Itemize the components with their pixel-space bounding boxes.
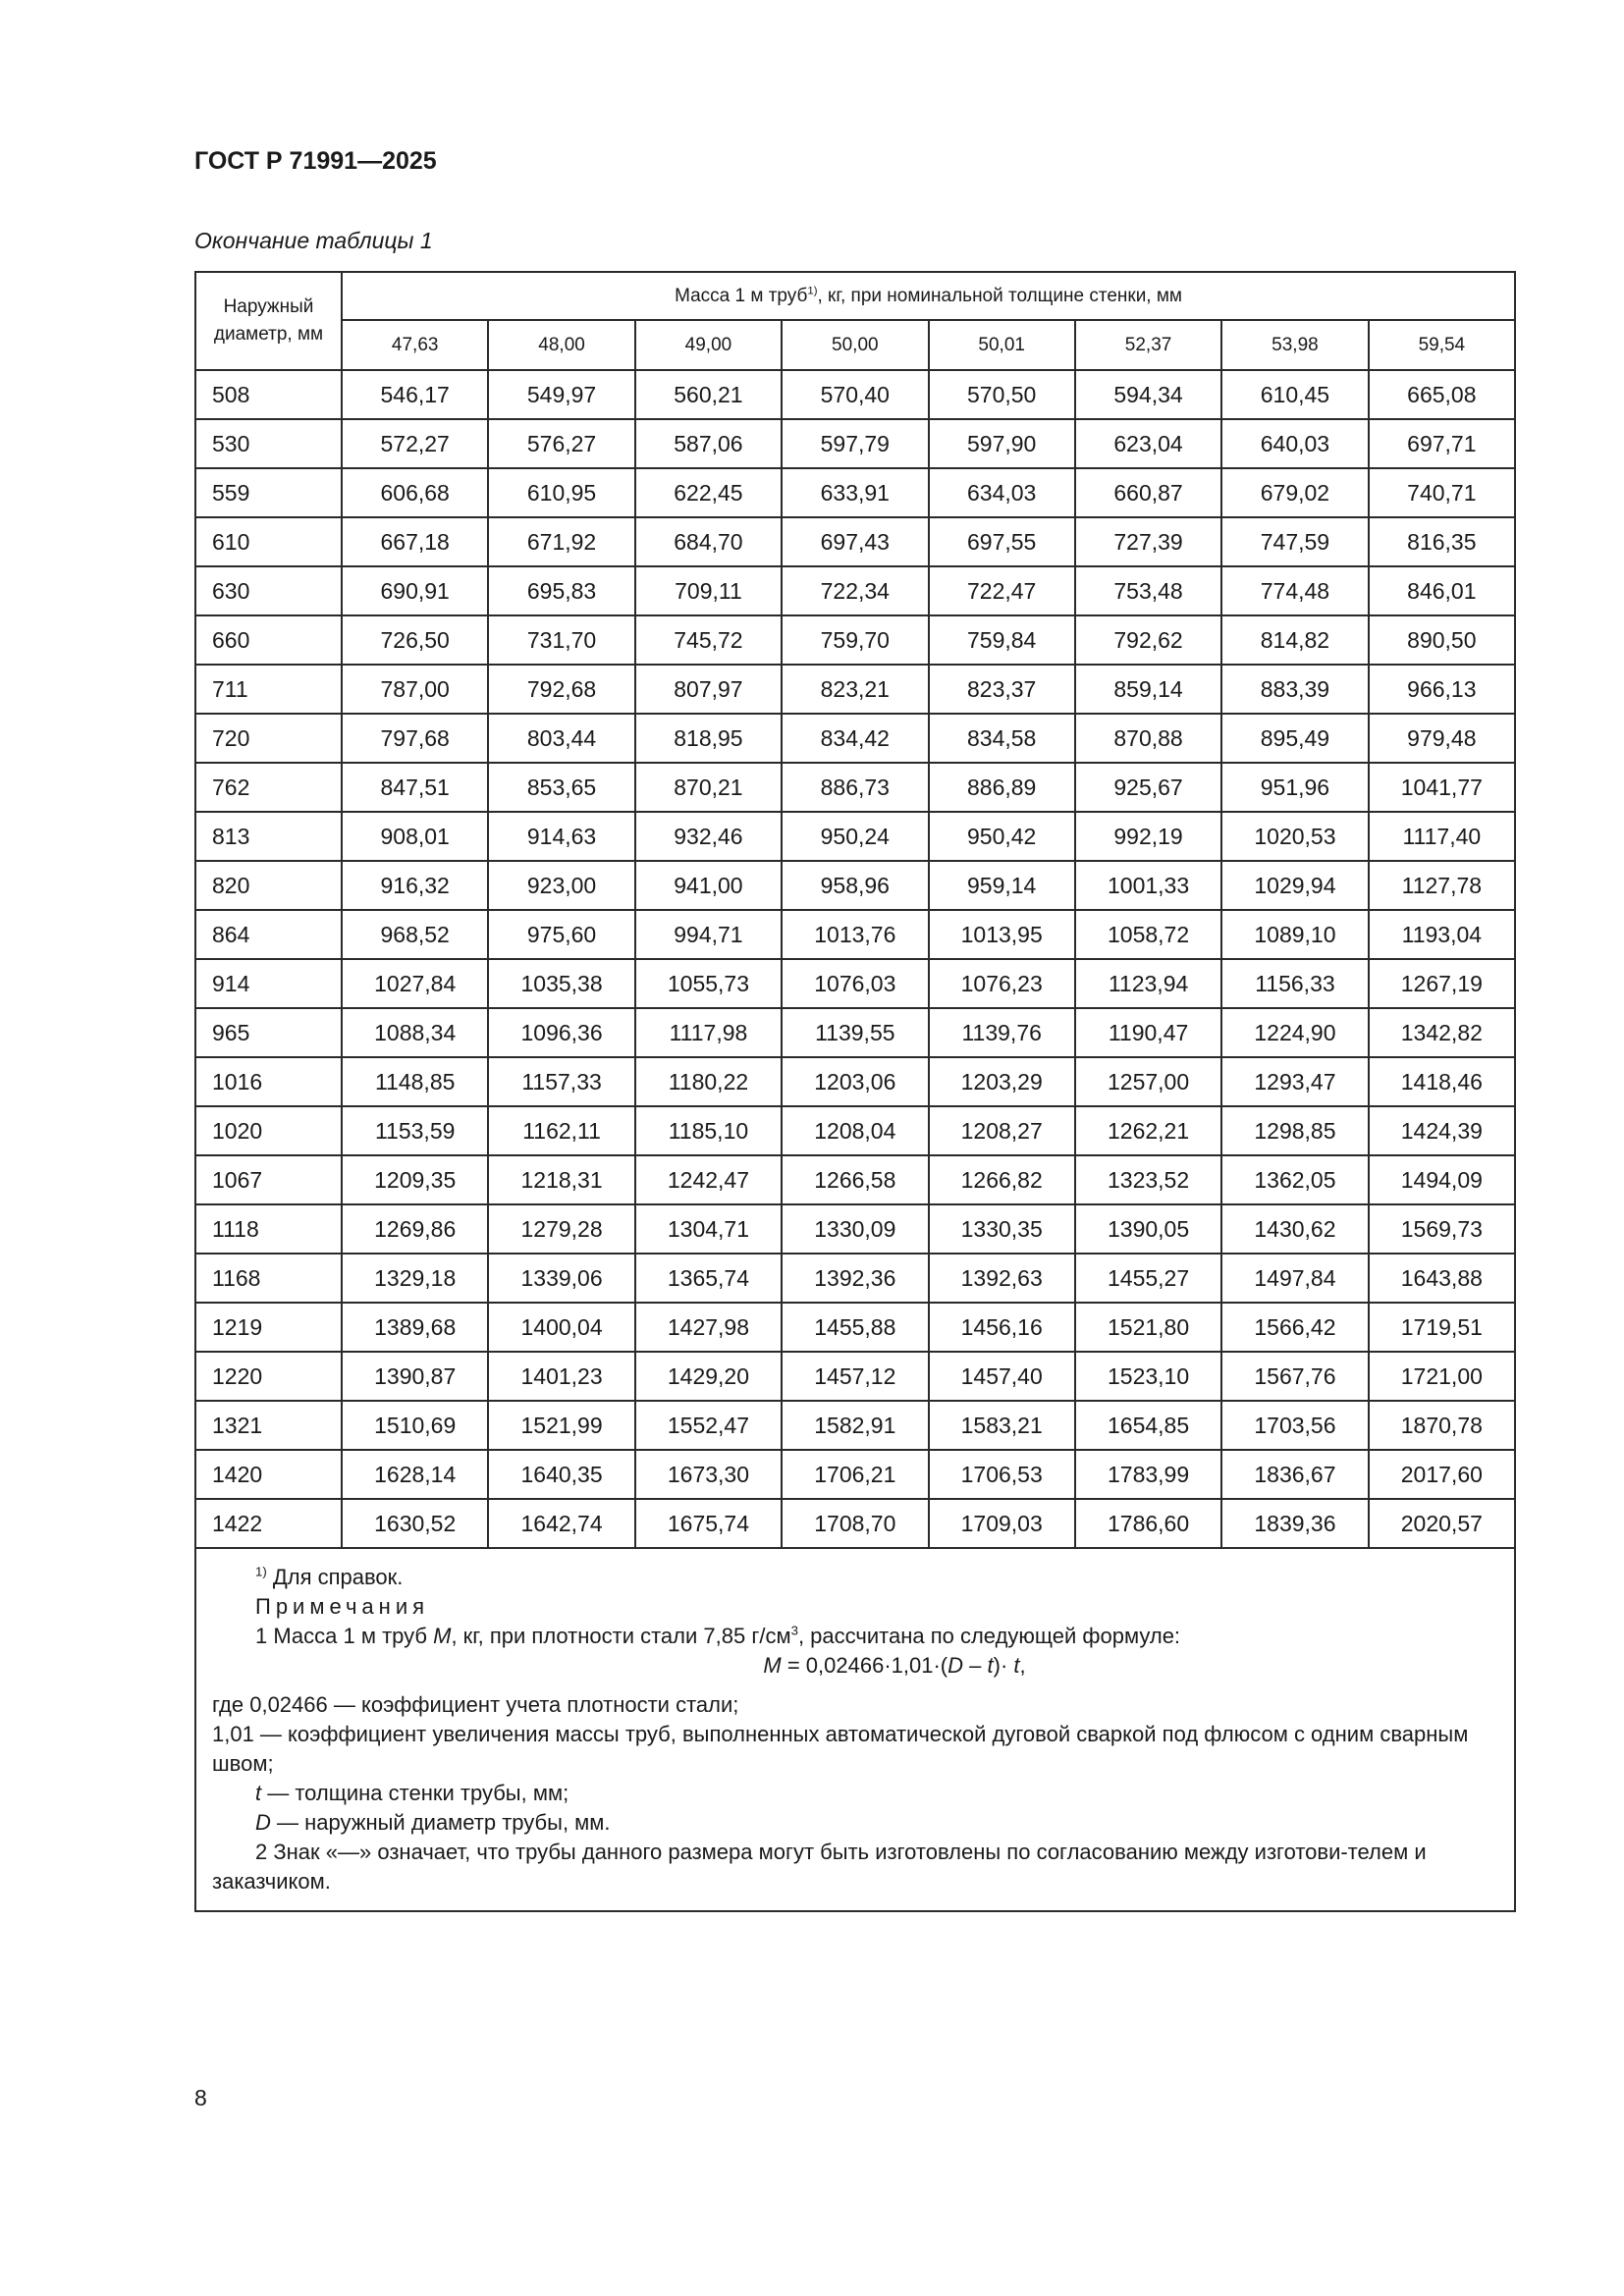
mass-cell: 594,34 [1075, 370, 1221, 419]
footnote-text: Для справок. [266, 1565, 404, 1589]
mass-cell: 890,50 [1369, 615, 1515, 665]
mass-cell: 1193,04 [1369, 910, 1515, 959]
table-row [195, 1155, 1515, 1204]
table-row [195, 1254, 1515, 1303]
mass-cell: 1058,72 [1075, 910, 1221, 959]
mass-cell: 690,91 [342, 566, 488, 615]
formula-part-a: = 0,02466·1,01·( [781, 1653, 948, 1678]
mass-cell: 726,50 [342, 615, 488, 665]
diameter-cell: 1420 [195, 1450, 342, 1499]
diameter-cell: 1422 [195, 1499, 342, 1548]
mass-cell: 1389,68 [342, 1303, 488, 1352]
mass-cell: 1521,99 [488, 1401, 634, 1450]
mass-cell: 740,71 [1369, 468, 1515, 517]
note-t-var: t [255, 1781, 262, 1805]
mass-cell: 1339,06 [488, 1254, 634, 1303]
mass-cell: 679,02 [1221, 468, 1368, 517]
mass-cell: 923,00 [488, 861, 634, 910]
mass-cell: 1566,42 [1221, 1303, 1368, 1352]
mass-cell: 823,37 [929, 665, 1075, 714]
mass-cell: 634,03 [929, 468, 1075, 517]
mass-cell: 745,72 [635, 615, 782, 665]
mass-cell: 1429,20 [635, 1352, 782, 1401]
table-row [195, 959, 1515, 1008]
diameter-cell: 762 [195, 763, 342, 812]
mass-cell: 1257,00 [1075, 1057, 1221, 1106]
mass-cell: 1203,06 [782, 1057, 928, 1106]
table-row [195, 615, 1515, 665]
diameter-cell: 711 [195, 665, 342, 714]
mass-cell: 731,70 [488, 615, 634, 665]
table-row [195, 419, 1515, 468]
mass-cell: 727,39 [1075, 517, 1221, 566]
mass-cell: 1242,47 [635, 1155, 782, 1204]
mass-cell: 697,71 [1369, 419, 1515, 468]
mass-cell: 1262,21 [1075, 1106, 1221, 1155]
mass-cell: 1455,88 [782, 1303, 928, 1352]
table-row [195, 517, 1515, 566]
note-d-var: D [255, 1810, 271, 1835]
mass-cell: 1076,23 [929, 959, 1075, 1008]
mass-cell: 1180,22 [635, 1057, 782, 1106]
mass-group-header-pre: Масса 1 м труб [675, 285, 808, 306]
mass-cell: 1330,09 [782, 1204, 928, 1254]
mass-cell: 886,73 [782, 763, 928, 812]
mass-cell: 560,21 [635, 370, 782, 419]
mass-cell: 610,95 [488, 468, 634, 517]
mass-cell: 818,95 [635, 714, 782, 763]
mass-cell: 1430,62 [1221, 1204, 1368, 1254]
mass-cell: 814,82 [1221, 615, 1368, 665]
table-row [195, 714, 1515, 763]
mass-cell: 606,68 [342, 468, 488, 517]
mass-cell: 1628,14 [342, 1450, 488, 1499]
mass-cell: 834,58 [929, 714, 1075, 763]
mass-cell: 1675,74 [635, 1499, 782, 1548]
diameter-cell: 1020 [195, 1106, 342, 1155]
mass-cell: 665,08 [1369, 370, 1515, 419]
mass-cell: 1148,85 [342, 1057, 488, 1106]
mass-group-header-post: , кг, при номинальной толщине стенки, мм [817, 285, 1182, 306]
mass-cell: 1630,52 [342, 1499, 488, 1548]
mass-cell: 916,32 [342, 861, 488, 910]
mass-cell: 1456,16 [929, 1303, 1075, 1352]
thickness-header-cell: 52,37 [1075, 320, 1221, 370]
mass-cell: 1089,10 [1221, 910, 1368, 959]
mass-cell: 859,14 [1075, 665, 1221, 714]
table-row [195, 861, 1515, 910]
outer-diameter-header-line2: диаметр, мм [213, 324, 324, 345]
mass-cell: 1494,09 [1369, 1155, 1515, 1204]
mass-footnote-marker: 1) [807, 285, 818, 297]
mass-formula [212, 1651, 1498, 1681]
mass-cell: 1208,04 [782, 1106, 928, 1155]
diameter-cell: 1220 [195, 1352, 342, 1401]
table-row [195, 812, 1515, 861]
note-1-sup: 3 [790, 1623, 798, 1638]
mass-cell: 1027,84 [342, 959, 488, 1008]
mass-cell: 1224,90 [1221, 1008, 1368, 1057]
mass-cell: 895,49 [1221, 714, 1368, 763]
mass-cell: 1362,05 [1221, 1155, 1368, 1204]
mass-cell: 1218,31 [488, 1155, 634, 1204]
mass-cell: 1342,82 [1369, 1008, 1515, 1057]
mass-cell: 966,13 [1369, 665, 1515, 714]
mass-cell: 979,48 [1369, 714, 1515, 763]
mass-cell: 787,00 [342, 665, 488, 714]
mass-cell: 1329,18 [342, 1254, 488, 1303]
note-t-text: — толщина стенки трубы, мм; [261, 1781, 569, 1805]
mass-cell: 1203,29 [929, 1057, 1075, 1106]
mass-cell: 1424,39 [1369, 1106, 1515, 1155]
mass-cell: 1569,73 [1369, 1204, 1515, 1254]
formula-d: D [947, 1653, 964, 1678]
table-body [195, 370, 1515, 1548]
mass-cell: 1567,76 [1221, 1352, 1368, 1401]
diameter-cell: 530 [195, 419, 342, 468]
note-t [212, 1779, 1498, 1808]
mass-cell: 1293,47 [1221, 1057, 1368, 1106]
mass-cell: 1096,36 [488, 1008, 634, 1057]
mass-cell: 774,48 [1221, 566, 1368, 615]
thickness-header-cell: 48,00 [488, 320, 634, 370]
mass-cell: 1013,95 [929, 910, 1075, 959]
mass-cell: 1836,67 [1221, 1450, 1368, 1499]
mass-cell: 1673,30 [635, 1450, 782, 1499]
mass-cell: 1640,35 [488, 1450, 634, 1499]
mass-table-container [194, 271, 1514, 1912]
mass-cell: 1162,11 [488, 1106, 634, 1155]
mass-cell: 709,11 [635, 566, 782, 615]
mass-cell: 797,68 [342, 714, 488, 763]
mass-cell: 1654,85 [1075, 1401, 1221, 1450]
mass-cell: 697,43 [782, 517, 928, 566]
diameter-cell: 914 [195, 959, 342, 1008]
mass-cell: 958,96 [782, 861, 928, 910]
mass-cell: 883,39 [1221, 665, 1368, 714]
mass-cell: 1457,40 [929, 1352, 1075, 1401]
mass-cell: 1267,19 [1369, 959, 1515, 1008]
mass-cell: 549,97 [488, 370, 634, 419]
mass-cell: 1117,98 [635, 1008, 782, 1057]
note-d [212, 1808, 1498, 1838]
mass-cell: 1390,87 [342, 1352, 488, 1401]
mass-cell: 846,01 [1369, 566, 1515, 615]
mass-cell: 1497,84 [1221, 1254, 1368, 1303]
mass-cell: 792,68 [488, 665, 634, 714]
mass-cell: 697,55 [929, 517, 1075, 566]
mass-cell: 1076,03 [782, 959, 928, 1008]
mass-cell: 807,97 [635, 665, 782, 714]
mass-cell: 1208,27 [929, 1106, 1075, 1155]
mass-cell: 1392,63 [929, 1254, 1075, 1303]
table-row [195, 1303, 1515, 1352]
mass-cell: 1029,94 [1221, 861, 1368, 910]
note-1-post: , рассчитана по следующей формуле: [797, 1624, 1181, 1648]
thickness-header-cell: 50,01 [929, 320, 1075, 370]
mass-cell: 1427,98 [635, 1303, 782, 1352]
table-row [195, 566, 1515, 615]
mass-cell: 1706,53 [929, 1450, 1075, 1499]
mass-cell: 1127,78 [1369, 861, 1515, 910]
mass-cell: 1013,76 [782, 910, 928, 959]
outer-diameter-header-line1: Наружный [223, 296, 314, 317]
diameter-cell: 559 [195, 468, 342, 517]
mass-cell: 1304,71 [635, 1204, 782, 1254]
mass-cell: 2020,57 [1369, 1499, 1515, 1548]
formula-m: M [763, 1653, 782, 1678]
table-row [195, 370, 1515, 419]
mass-cell: 834,42 [782, 714, 928, 763]
mass-cell: 1266,82 [929, 1155, 1075, 1204]
thickness-header-row [195, 320, 1515, 370]
mass-cell: 546,17 [342, 370, 488, 419]
mass-cell: 1521,80 [1075, 1303, 1221, 1352]
note-where: где 0,02466 — коэффициент учета плотности стали; [212, 1692, 739, 1717]
thickness-header-cell: 50,00 [782, 320, 928, 370]
mass-cell: 1323,52 [1075, 1155, 1221, 1204]
mass-cell: 925,67 [1075, 763, 1221, 812]
footnote [212, 1563, 1498, 1592]
mass-cell: 572,27 [342, 419, 488, 468]
mass-cell: 1279,28 [488, 1204, 634, 1254]
note-1-var: M [433, 1624, 452, 1648]
formula-part-d: , [1019, 1653, 1026, 1678]
mass-cell: 975,60 [488, 910, 634, 959]
mass-cell: 1643,88 [1369, 1254, 1515, 1303]
mass-cell: 1001,33 [1075, 861, 1221, 910]
diameter-cell: 864 [195, 910, 342, 959]
mass-cell: 1185,10 [635, 1106, 782, 1155]
outer-diameter-header [195, 272, 342, 370]
note-2: 2 Знак «—» означает, что трубы данного размера могут быть изготовлены по согласованию между изготови-телем и заказчиком. [212, 1840, 1427, 1894]
mass-cell: 1139,55 [782, 1008, 928, 1057]
mass-cell: 1153,59 [342, 1106, 488, 1155]
mass-cell: 695,83 [488, 566, 634, 615]
mass-cell: 1041,77 [1369, 763, 1515, 812]
mass-cell: 1269,86 [342, 1204, 488, 1254]
mass-cell: 1298,85 [1221, 1106, 1368, 1155]
diameter-cell: 1016 [195, 1057, 342, 1106]
mass-cell: 847,51 [342, 763, 488, 812]
mass-cell: 759,84 [929, 615, 1075, 665]
table-caption: Окончание таблицы 1 [194, 228, 433, 253]
diameter-cell: 720 [195, 714, 342, 763]
mass-cell: 667,18 [342, 517, 488, 566]
mass-cell: 1582,91 [782, 1401, 928, 1450]
mass-cell: 1088,34 [342, 1008, 488, 1057]
mass-cell: 1642,74 [488, 1499, 634, 1548]
mass-cell: 792,62 [1075, 615, 1221, 665]
mass-cell: 1709,03 [929, 1499, 1075, 1548]
thickness-header-cell: 53,98 [1221, 320, 1368, 370]
diameter-cell: 508 [195, 370, 342, 419]
mass-cell: 684,70 [635, 517, 782, 566]
table-row [195, 1008, 1515, 1057]
mass-cell: 823,21 [782, 665, 928, 714]
diameter-cell: 965 [195, 1008, 342, 1057]
mass-cell: 1365,74 [635, 1254, 782, 1303]
diameter-cell: 1067 [195, 1155, 342, 1204]
mass-cell: 941,00 [635, 861, 782, 910]
diameter-cell: 1219 [195, 1303, 342, 1352]
note-1 [212, 1622, 1498, 1651]
formula-t2: t [1013, 1653, 1020, 1678]
mass-cell: 951,96 [1221, 763, 1368, 812]
diameter-cell: 630 [195, 566, 342, 615]
standard-title: ГОСТ Р 71991—2025 [194, 147, 437, 175]
mass-cell: 886,89 [929, 763, 1075, 812]
mass-cell: 1330,35 [929, 1204, 1075, 1254]
mass-cell: 853,65 [488, 763, 634, 812]
mass-cell: 959,14 [929, 861, 1075, 910]
diameter-cell: 813 [195, 812, 342, 861]
mass-cell: 1839,36 [1221, 1499, 1368, 1548]
mass-cell: 1117,40 [1369, 812, 1515, 861]
page-number: 8 [194, 2085, 207, 2110]
table-row [195, 763, 1515, 812]
mass-cell: 870,21 [635, 763, 782, 812]
mass-cell: 1055,73 [635, 959, 782, 1008]
mass-cell: 992,19 [1075, 812, 1221, 861]
mass-cell: 1523,10 [1075, 1352, 1221, 1401]
mass-cell: 1392,36 [782, 1254, 928, 1303]
mass-cell: 1400,04 [488, 1303, 634, 1352]
mass-cell: 570,40 [782, 370, 928, 419]
mass-cell: 908,01 [342, 812, 488, 861]
mass-cell: 1706,21 [782, 1450, 928, 1499]
diameter-cell: 610 [195, 517, 342, 566]
formula-part-b: – [963, 1653, 988, 1678]
mass-cell: 1783,99 [1075, 1450, 1221, 1499]
mass-cell: 587,06 [635, 419, 782, 468]
thickness-header-cell: 49,00 [635, 320, 782, 370]
table-row [195, 468, 1515, 517]
note-d-text: — наружный диаметр трубы, мм. [270, 1810, 611, 1835]
note-coef: 1,01 — коэффициент увеличения массы труб, выполненных автоматической дуговой сваркой под флюсом с одним сварным швом; [212, 1722, 1469, 1776]
note-1-mid: , кг, при плотности стали 7,85 г/см [451, 1624, 791, 1648]
table-row [195, 1499, 1515, 1548]
mass-cell: 660,87 [1075, 468, 1221, 517]
mass-cell: 1583,21 [929, 1401, 1075, 1450]
mass-cell: 759,70 [782, 615, 928, 665]
mass-cell: 1390,05 [1075, 1204, 1221, 1254]
mass-cell: 597,90 [929, 419, 1075, 468]
table-row [195, 1401, 1515, 1450]
mass-cell: 2017,60 [1369, 1450, 1515, 1499]
mass-cell: 950,24 [782, 812, 928, 861]
mass-cell: 1266,58 [782, 1155, 928, 1204]
pipe-mass-table [194, 271, 1516, 1912]
table-row [195, 1057, 1515, 1106]
mass-cell: 623,04 [1075, 419, 1221, 468]
mass-cell: 570,50 [929, 370, 1075, 419]
table-row [195, 1106, 1515, 1155]
table-row [195, 1450, 1515, 1499]
diameter-cell: 1118 [195, 1204, 342, 1254]
mass-cell: 722,47 [929, 566, 1075, 615]
table-row [195, 665, 1515, 714]
mass-cell: 1703,56 [1221, 1401, 1368, 1450]
formula-t1: t [987, 1653, 994, 1678]
footnote-marker: 1) [255, 1564, 267, 1579]
notes-heading: Примечания [255, 1594, 430, 1619]
mass-cell: 1156,33 [1221, 959, 1368, 1008]
mass-cell: 597,79 [782, 419, 928, 468]
notes-cell [195, 1548, 1515, 1911]
table-row [195, 910, 1515, 959]
mass-cell: 722,34 [782, 566, 928, 615]
mass-cell: 1455,27 [1075, 1254, 1221, 1303]
mass-cell: 1457,12 [782, 1352, 928, 1401]
mass-cell: 1418,46 [1369, 1057, 1515, 1106]
diameter-cell: 820 [195, 861, 342, 910]
mass-cell: 671,92 [488, 517, 634, 566]
table-row [195, 1204, 1515, 1254]
mass-cell: 1719,51 [1369, 1303, 1515, 1352]
diameter-cell: 660 [195, 615, 342, 665]
mass-cell: 1209,35 [342, 1155, 488, 1204]
mass-cell: 1020,53 [1221, 812, 1368, 861]
mass-cell: 576,27 [488, 419, 634, 468]
mass-cell: 1190,47 [1075, 1008, 1221, 1057]
mass-cell: 816,35 [1369, 517, 1515, 566]
mass-cell: 1401,23 [488, 1352, 634, 1401]
formula-part-c: )· [993, 1653, 1014, 1678]
diameter-cell: 1321 [195, 1401, 342, 1450]
mass-cell: 1123,94 [1075, 959, 1221, 1008]
mass-cell: 610,45 [1221, 370, 1368, 419]
mass-cell: 914,63 [488, 812, 634, 861]
mass-cell: 1721,00 [1369, 1352, 1515, 1401]
note-1-pre: 1 Масса 1 м труб [255, 1624, 434, 1648]
thickness-header-cell: 59,54 [1369, 320, 1515, 370]
table-row [195, 1352, 1515, 1401]
mass-cell: 747,59 [1221, 517, 1368, 566]
mass-cell: 1510,69 [342, 1401, 488, 1450]
mass-cell: 1139,76 [929, 1008, 1075, 1057]
mass-cell: 1870,78 [1369, 1401, 1515, 1450]
thickness-header-cell: 47,63 [342, 320, 488, 370]
mass-cell: 633,91 [782, 468, 928, 517]
mass-cell: 1786,60 [1075, 1499, 1221, 1548]
mass-cell: 1035,38 [488, 959, 634, 1008]
mass-cell: 968,52 [342, 910, 488, 959]
mass-group-header [342, 272, 1515, 320]
mass-cell: 1157,33 [488, 1057, 634, 1106]
mass-cell: 870,88 [1075, 714, 1221, 763]
mass-cell: 950,42 [929, 812, 1075, 861]
mass-cell: 1552,47 [635, 1401, 782, 1450]
diameter-cell: 1168 [195, 1254, 342, 1303]
mass-cell: 932,46 [635, 812, 782, 861]
mass-cell: 640,03 [1221, 419, 1368, 468]
mass-cell: 622,45 [635, 468, 782, 517]
mass-cell: 1708,70 [782, 1499, 928, 1548]
mass-cell: 753,48 [1075, 566, 1221, 615]
mass-cell: 803,44 [488, 714, 634, 763]
mass-cell: 994,71 [635, 910, 782, 959]
